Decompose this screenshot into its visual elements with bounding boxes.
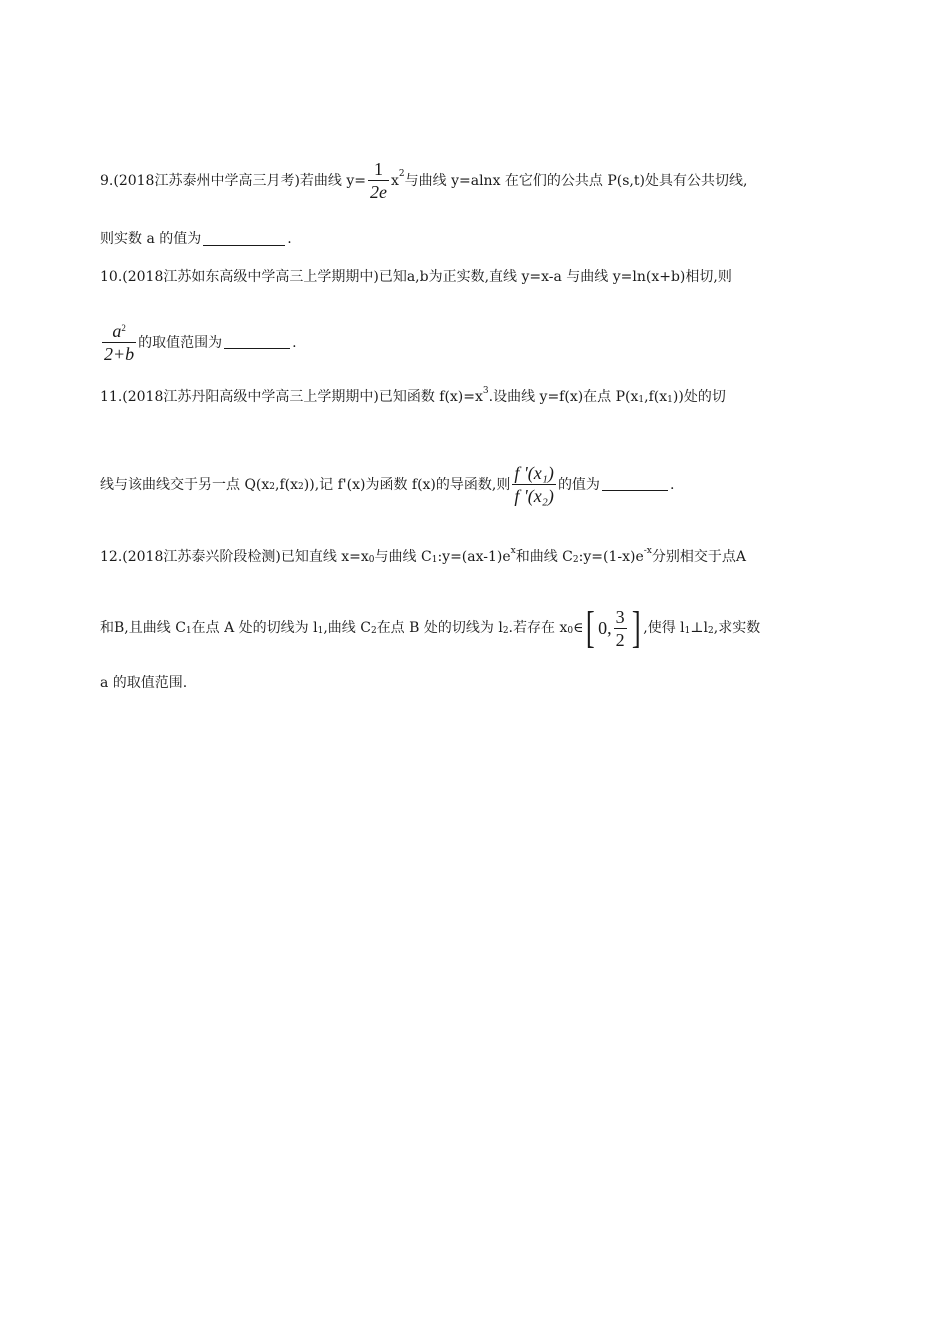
q12-interval	[583, 603, 643, 652]
q11-sub: 2	[298, 482, 304, 492]
q11-sub: 1	[638, 394, 645, 405]
q12-interval-den: 2	[615, 629, 625, 650]
q9-line2	[100, 232, 292, 246]
q12-sub: 1	[317, 625, 324, 636]
q9-answer-blank[interactable]	[203, 233, 285, 246]
q12-text: .若存在 x	[508, 620, 568, 636]
q9-exp: 2	[398, 169, 405, 179]
q12-sub: 0	[567, 625, 574, 636]
q12-sup: -x	[643, 545, 652, 556]
q12-text: :y=(ax-1)e	[437, 549, 511, 565]
q9-after-frac: x	[391, 172, 399, 189]
q12-sub: 2	[370, 625, 377, 636]
q10-fraction	[102, 322, 136, 363]
q12-sub: 2	[502, 625, 509, 636]
q12-text: 分别相交于点A	[651, 549, 746, 565]
q9-frac-den: 2e	[370, 182, 387, 202]
q10-line2-end: .	[292, 334, 297, 351]
q12-text: ,求实数	[713, 620, 761, 636]
q12-text: 和曲线 C	[515, 549, 573, 565]
q11-line2	[100, 464, 674, 505]
q12-sub: 2	[708, 625, 714, 636]
q10-line2-suffix: 的取值范围为	[138, 334, 223, 351]
q12-sub: 0	[368, 554, 375, 565]
q9-line1	[100, 160, 747, 201]
q12-line2	[100, 603, 761, 652]
q12-text: 在点 A 处的切线为 l	[191, 620, 318, 636]
q11-sub: 2	[269, 482, 276, 492]
q12-text: ,曲线 C	[323, 620, 371, 636]
q10-frac-num	[110, 322, 128, 342]
q12-text: ∈	[573, 620, 584, 636]
q11-exp: 3	[482, 385, 489, 396]
q12-sub: 1	[431, 554, 438, 565]
q10-frac-num-base: a	[112, 321, 122, 341]
q12-interval-comma: ,	[607, 618, 612, 638]
q12-text: 和B,且曲线 C	[100, 620, 186, 636]
q9-line2-end: .	[287, 231, 292, 247]
q11-text-h: 的值为	[557, 476, 600, 493]
q9-suffix: 与曲线 y=alnx 在它们的公共点 P(s,t)处具有公共切线,	[404, 172, 748, 189]
q11-line1	[100, 385, 726, 405]
q12-text: 与曲线 C	[374, 549, 432, 565]
q9-prefix: 9.(2018江苏泰州中学高三月考)若曲线 y=	[100, 172, 366, 189]
q12-line3-text: a 的取值范围.	[100, 675, 188, 691]
q11-text-b: .设曲线 y=f(x)在点 P(x	[488, 389, 639, 405]
q12-interval-num: 3	[615, 606, 625, 627]
q12-text: :y=(1-x)e	[578, 549, 644, 565]
q11-text-f: ,f(x	[275, 476, 299, 493]
q10-line1	[100, 270, 732, 284]
q12-line3	[100, 676, 187, 690]
q12-sub: 1	[185, 625, 192, 636]
q11-text-d: ))处的切	[672, 389, 726, 405]
q10-answer-blank[interactable]	[224, 336, 290, 349]
q11-sub: 1	[667, 394, 673, 405]
q12-text: 在点 B 处的切线为 l	[376, 620, 503, 636]
q10-frac-num-exp: 2	[121, 323, 126, 333]
q11-line2-end: .	[669, 476, 675, 493]
q10-frac-den: 2+b	[104, 344, 135, 364]
q12-text: ⊥l	[690, 620, 709, 636]
q10-line1-text: 10.(2018江苏如东高级中学高三上学期期中)已知a,b为正实数,直线 y=x-a 与曲线 y=ln(x+b)相切,则	[100, 269, 732, 285]
q10-line2	[100, 322, 297, 363]
q12-line1	[100, 545, 746, 565]
q11-frac-num: f '(x₁)	[514, 463, 554, 483]
q9-line2-prefix: 则实数 a 的值为	[100, 231, 202, 247]
q9-frac-num: 1	[374, 159, 383, 179]
q11-text-g: )),记 f'(x)为函数 f(x)的导函数,则	[303, 476, 511, 493]
q12-interval-fraction	[614, 608, 627, 649]
q11-frac-den: f '(x₂)	[514, 486, 554, 506]
q12-sub: 2	[572, 554, 579, 565]
right-bracket-icon: ]	[631, 603, 641, 652]
q12-text: 12.(2018江苏泰兴阶段检测)已知直线 x=x	[100, 549, 369, 565]
q11-text-c: ,f(x	[644, 389, 668, 405]
q12-sup: x	[510, 545, 516, 556]
q9-fraction	[368, 160, 389, 201]
q11-answer-blank[interactable]	[602, 478, 668, 491]
q11-text-a: 11.(2018江苏丹阳高级中学高三上学期期中)已知函数 f(x)=x	[100, 389, 483, 405]
q11-text-e: 线与该曲线交于另一点 Q(x	[100, 476, 270, 493]
q12-interval-left: 0	[598, 618, 608, 638]
q12-text: ,使得 l	[643, 620, 685, 636]
left-bracket-icon: [	[586, 603, 596, 652]
q12-sub: 1	[684, 625, 691, 636]
q11-fraction	[512, 464, 556, 505]
